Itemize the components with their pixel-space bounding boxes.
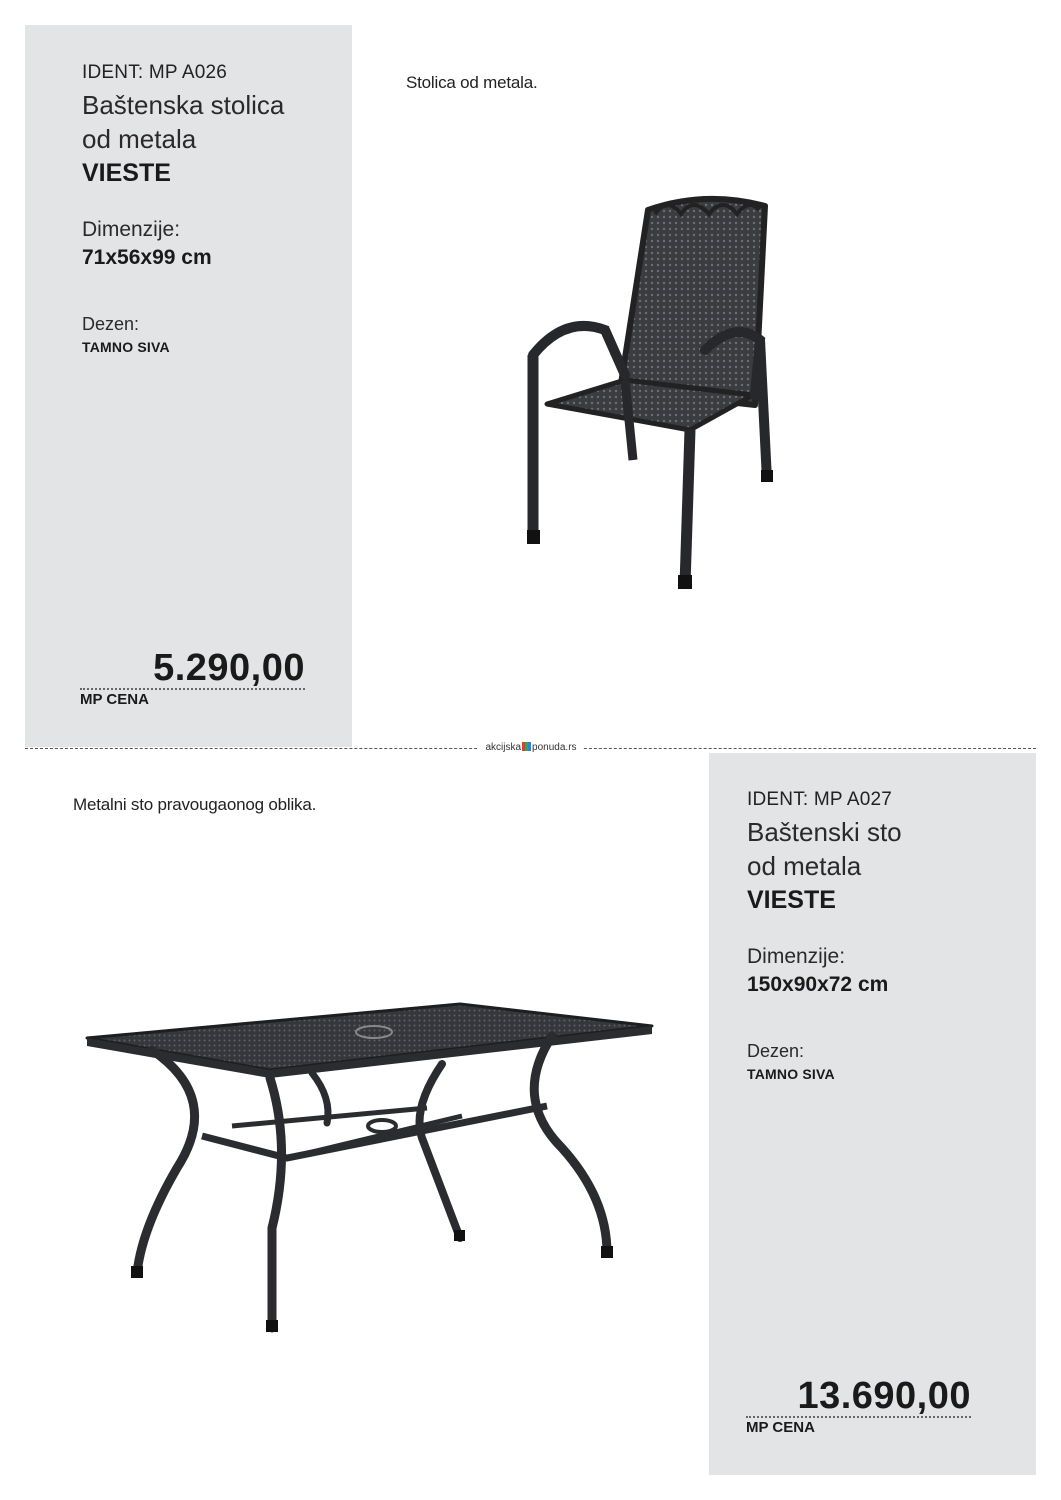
pattern-label: Dezen: [747, 1041, 805, 1061]
dimensions-label: Dimenzije: [747, 945, 846, 968]
product-model: VIESTE [747, 886, 836, 914]
product-description-chair: Stolica od metala. [406, 73, 538, 92]
pattern-value: TAMNO SIVA [82, 339, 170, 355]
price-value: 5.290,00 [153, 647, 305, 689]
pattern-label: Dezen: [82, 314, 140, 334]
product-ident: IDENT: MP A027 [747, 789, 893, 810]
price-block-table [746, 1376, 971, 1436]
product-title-line2: od metala [747, 851, 862, 881]
product-info-table [747, 789, 902, 1082]
price-value: 13.690,00 [797, 1375, 971, 1417]
watermark-right-text: ponuda.rs [532, 742, 577, 753]
price-label: MP CENA [80, 691, 149, 708]
chair-image [505, 190, 785, 600]
price-label: MP CENA [746, 1419, 815, 1436]
dimensions-value: 150x90x72 cm [747, 973, 889, 996]
price-block-chair [80, 648, 305, 708]
product-title-line2: od metala [82, 124, 197, 154]
product-ident: IDENT: MP A026 [82, 62, 228, 83]
watermark-logo-icon [522, 742, 531, 751]
table-image [82, 998, 657, 1343]
product-description-table: Metalni sto pravougaonog oblika. [73, 795, 317, 814]
product-info-chair [82, 62, 284, 355]
product-title-line1: Baštenska stolica [82, 90, 285, 120]
dimensions-label: Dimenzije: [82, 218, 181, 241]
watermark-left-text: akcijska [485, 742, 522, 753]
product-title-line1: Baštenski sto [747, 817, 902, 847]
watermark [479, 741, 583, 755]
product-model: VIESTE [82, 159, 171, 187]
dimensions-value: 71x56x99 cm [82, 246, 212, 269]
pattern-value: TAMNO SIVA [747, 1066, 835, 1082]
